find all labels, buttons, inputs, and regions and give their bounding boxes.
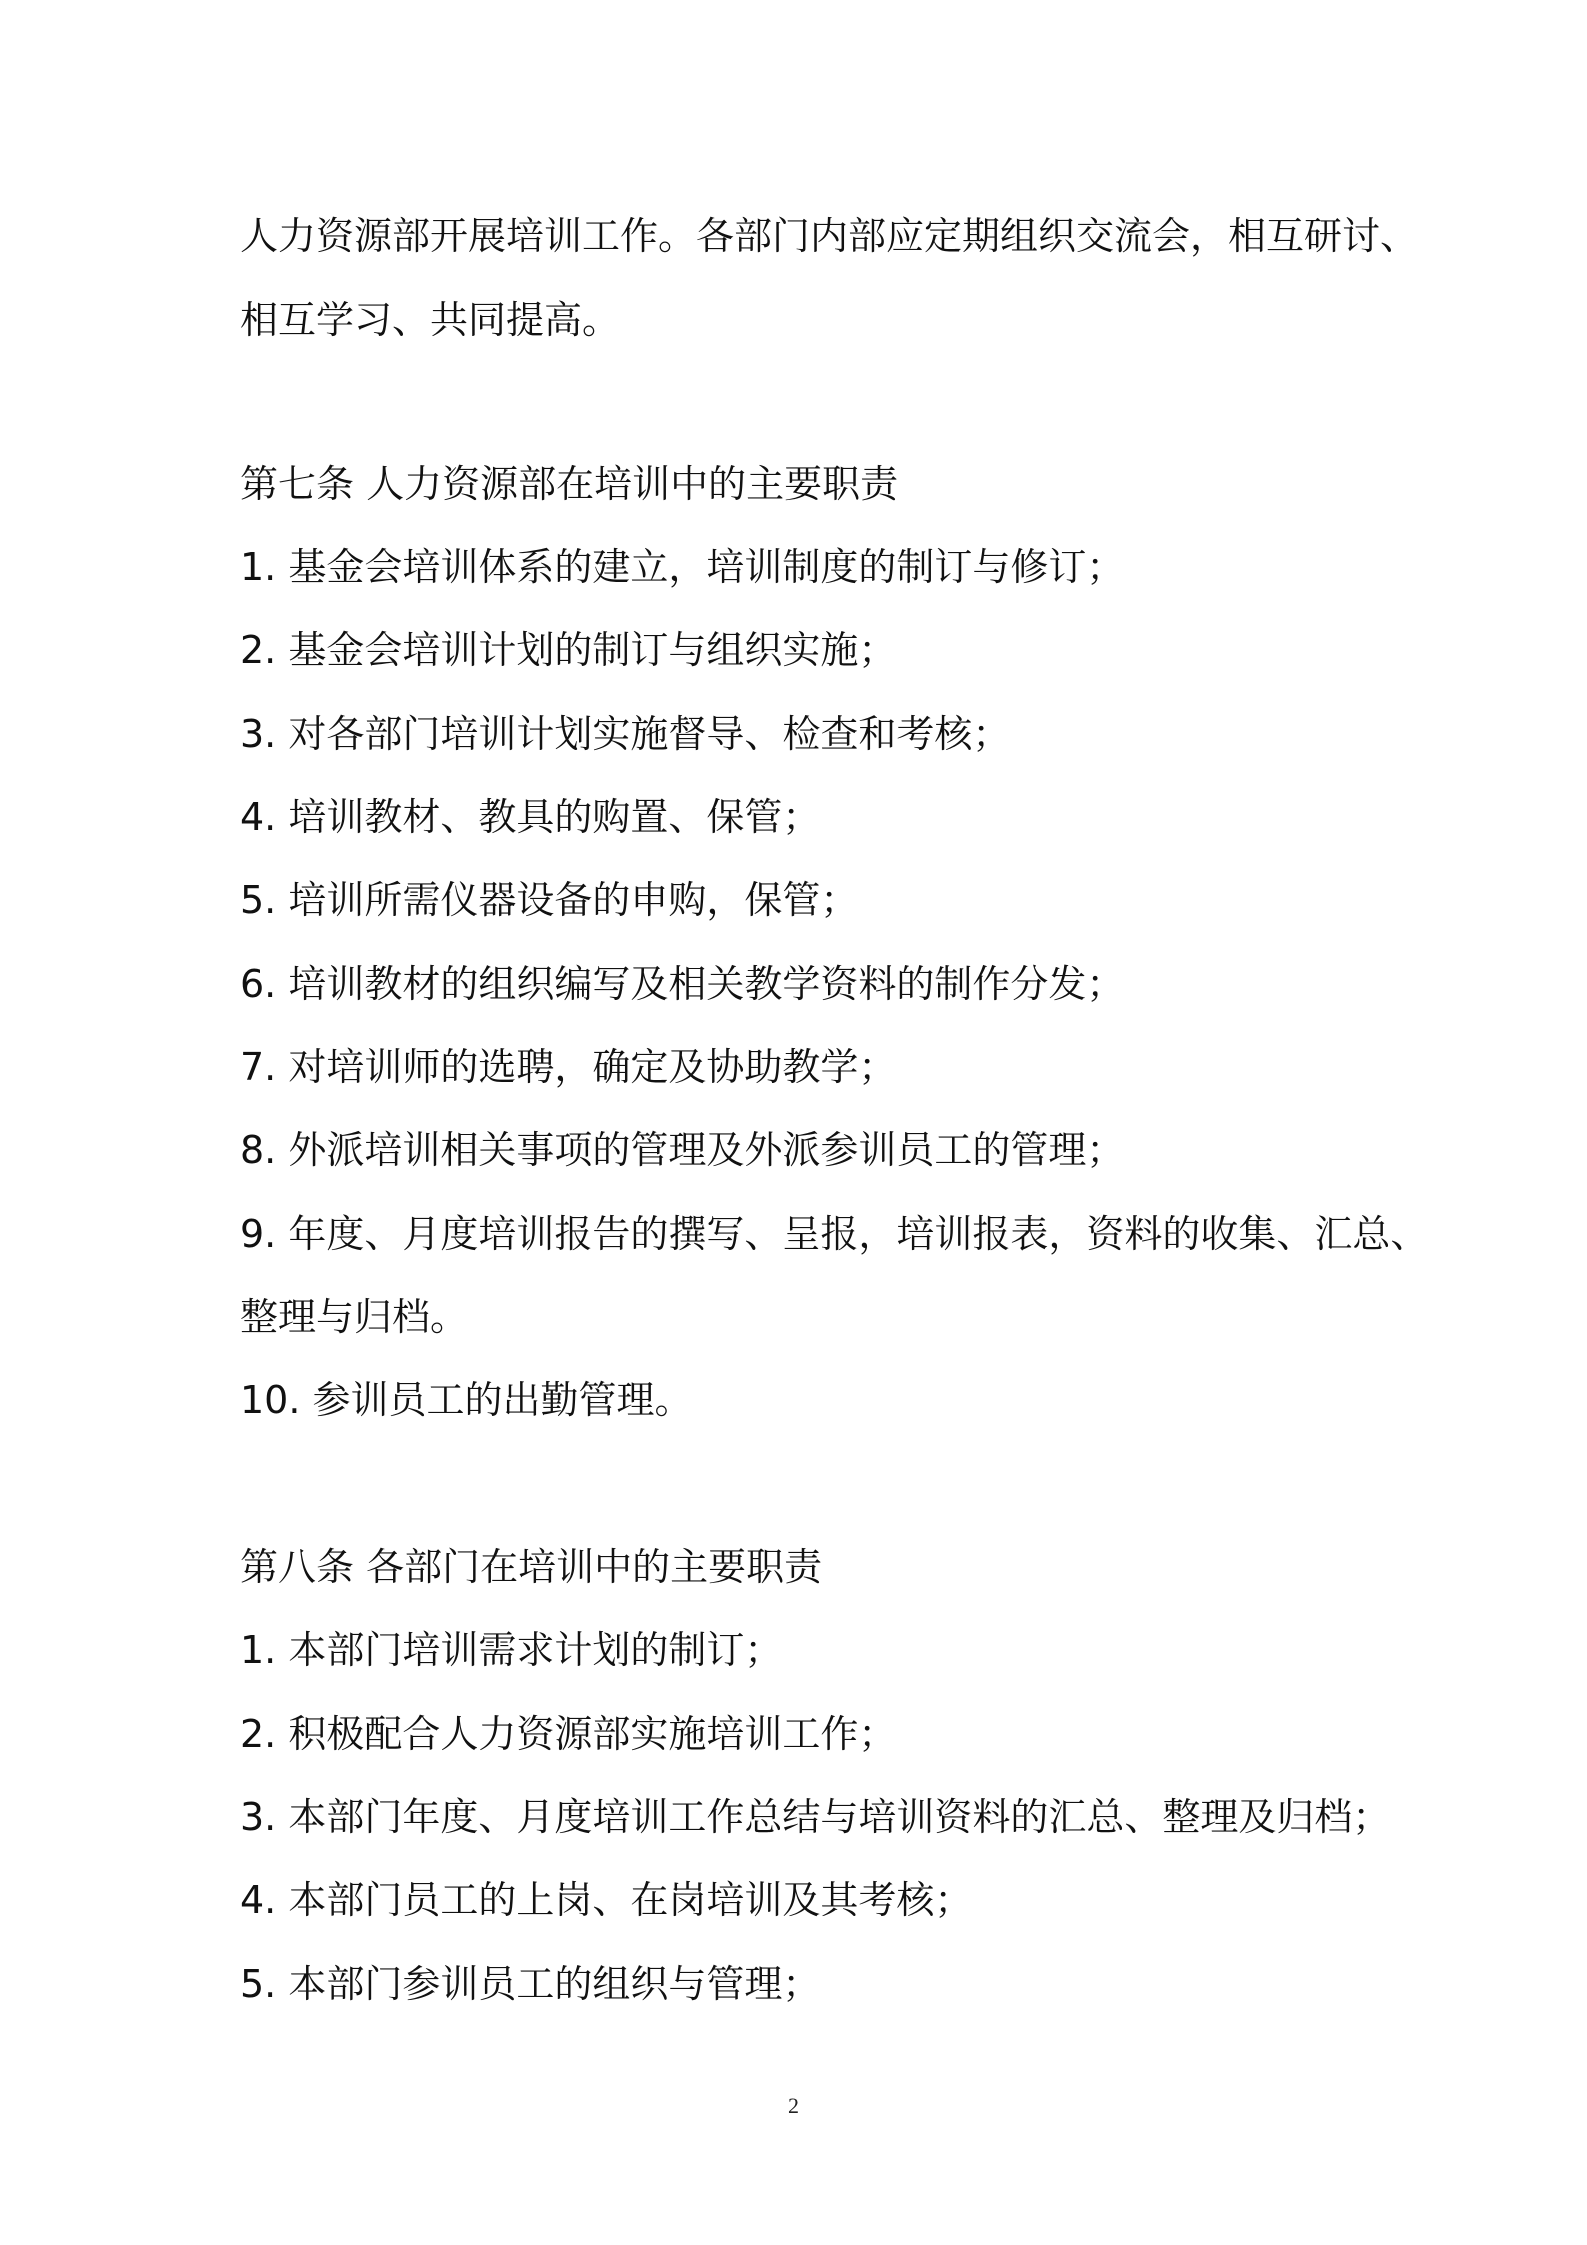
list-item: 4. 本部门员工的上岗、在岗培训及其考核； bbox=[240, 1878, 973, 1922]
list-item-continuation: 整理与归档。 bbox=[240, 1295, 469, 1339]
list-item: 10. 参训员工的出勤管理。 bbox=[240, 1378, 693, 1422]
list-item: 1. 基金会培训体系的建立，培训制度的制订与修订； bbox=[240, 545, 1125, 589]
list-item: 4. 培训教材、教具的购置、保管； bbox=[240, 795, 821, 839]
list-item: 2. 积极配合人力资源部实施培训工作； bbox=[240, 1712, 897, 1756]
list-item: 5. 本部门参训员工的组织与管理； bbox=[240, 1962, 821, 2006]
list-item: 1. 本部门培训需求计划的制订； bbox=[240, 1628, 783, 1672]
list-item: 7. 对培训师的选聘，确定及协助教学； bbox=[240, 1045, 897, 1089]
section-heading: 第八条 各部门在培训中的主要职责 bbox=[240, 1545, 823, 1589]
text-line: 相互学习、共同提高。 bbox=[240, 298, 621, 342]
list-item: 5. 培训所需仪器设备的申购，保管； bbox=[240, 878, 859, 922]
list-item: 6. 培训教材的组织编写及相关教学资料的制作分发； bbox=[240, 962, 1125, 1006]
list-item: 9. 年度、月度培训报告的撰写、呈报，培训报表，资料的收集、汇总、 bbox=[240, 1212, 1429, 1256]
list-item: 3. 对各部门培训计划实施督导、检查和考核； bbox=[240, 712, 1011, 756]
list-item: 3. 本部门年度、月度培训工作总结与培训资料的汇总、整理及归档； bbox=[240, 1795, 1391, 1839]
text-line: 人力资源部开展培训工作。各部门内部应定期组织交流会，相互研讨、 bbox=[240, 214, 1419, 258]
page-number: 2 bbox=[788, 2093, 799, 2118]
list-item: 2. 基金会培训计划的制订与组织实施； bbox=[240, 628, 897, 672]
section-heading: 第七条 人力资源部在培训中的主要职责 bbox=[240, 462, 899, 506]
list-item: 8. 外派培训相关事项的管理及外派参训员工的管理； bbox=[240, 1128, 1125, 1172]
